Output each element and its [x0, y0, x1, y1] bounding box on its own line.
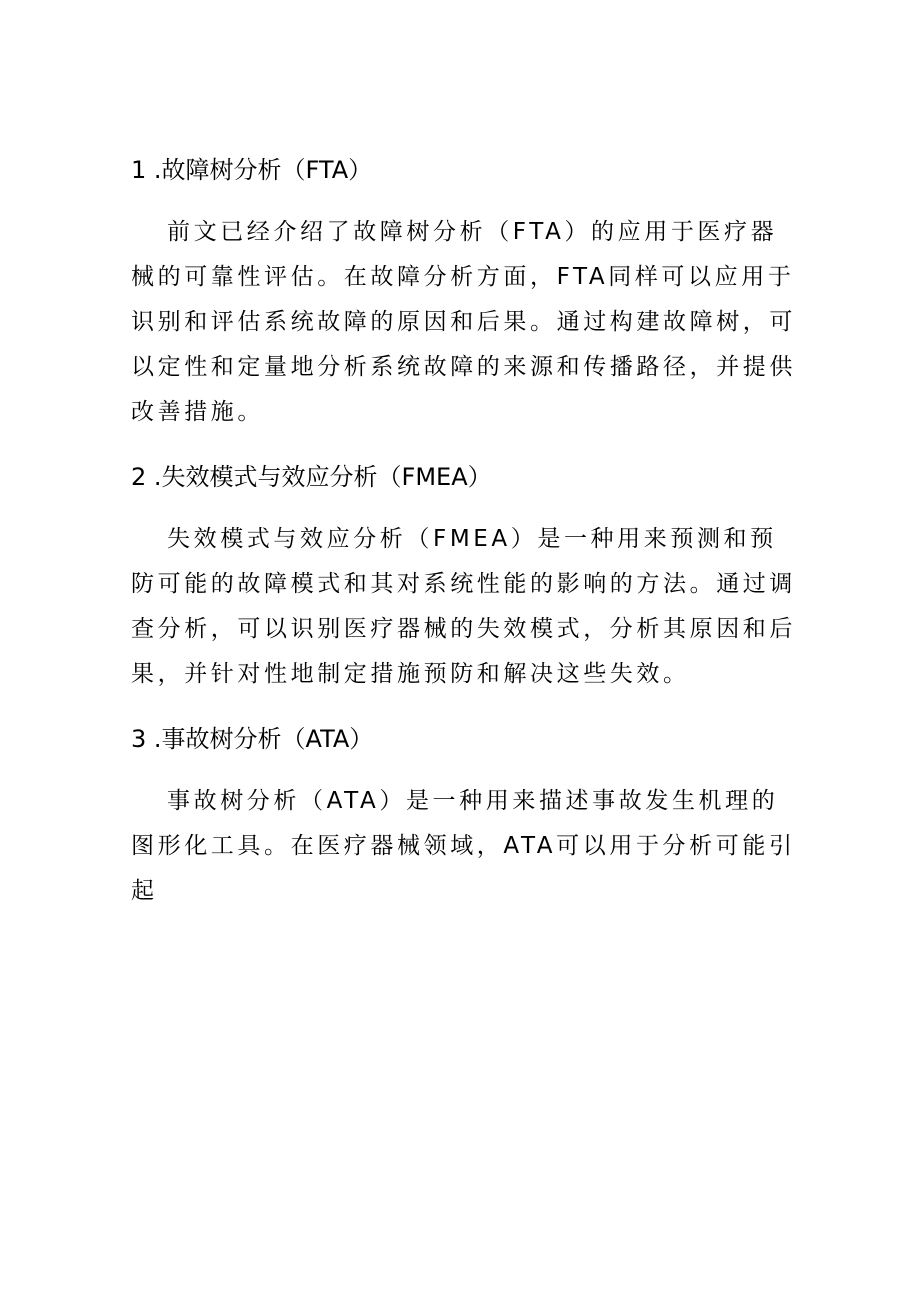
section-heading-ata: 3 .事故树分析（ATA）: [131, 725, 374, 753]
section-fta: [131, 150, 796, 435]
section-ata: [131, 719, 796, 914]
section-paragraph-ata: 事故树分析（ATA）是一种用来描述事故发生机理的图形化工具。在医疗器械领域，ATA可以用于分析可能引起: [131, 788, 796, 904]
section-heading-fta: 1 .故障树分析（FTA）: [131, 156, 373, 184]
section-paragraph-fta: 前文已经介绍了故障树分析（FTA）的应用于医疗器械的可靠性评估。在故障分析方面，FTA同样可以应用于识别和评估系统故障的原因和后果。通过构建故障树，可以定性和定量地分析系统故障的来源和传播路径，并提供改善措施。: [131, 219, 796, 425]
section-paragraph-fmea: 失效模式与效应分析（FMEA）是一种用来预测和预防可能的故障模式和其对系统性能的影响的方法。通过调查分析，可以识别医疗器械的失效模式，分析其原因和后果，并针对性地制定措施预防和解决这些失效。: [131, 526, 796, 687]
document-body: [131, 150, 796, 936]
section-heading-fmea: 2 .失效模式与效应分析（FMEA）: [131, 463, 492, 491]
section-fmea: [131, 457, 796, 697]
